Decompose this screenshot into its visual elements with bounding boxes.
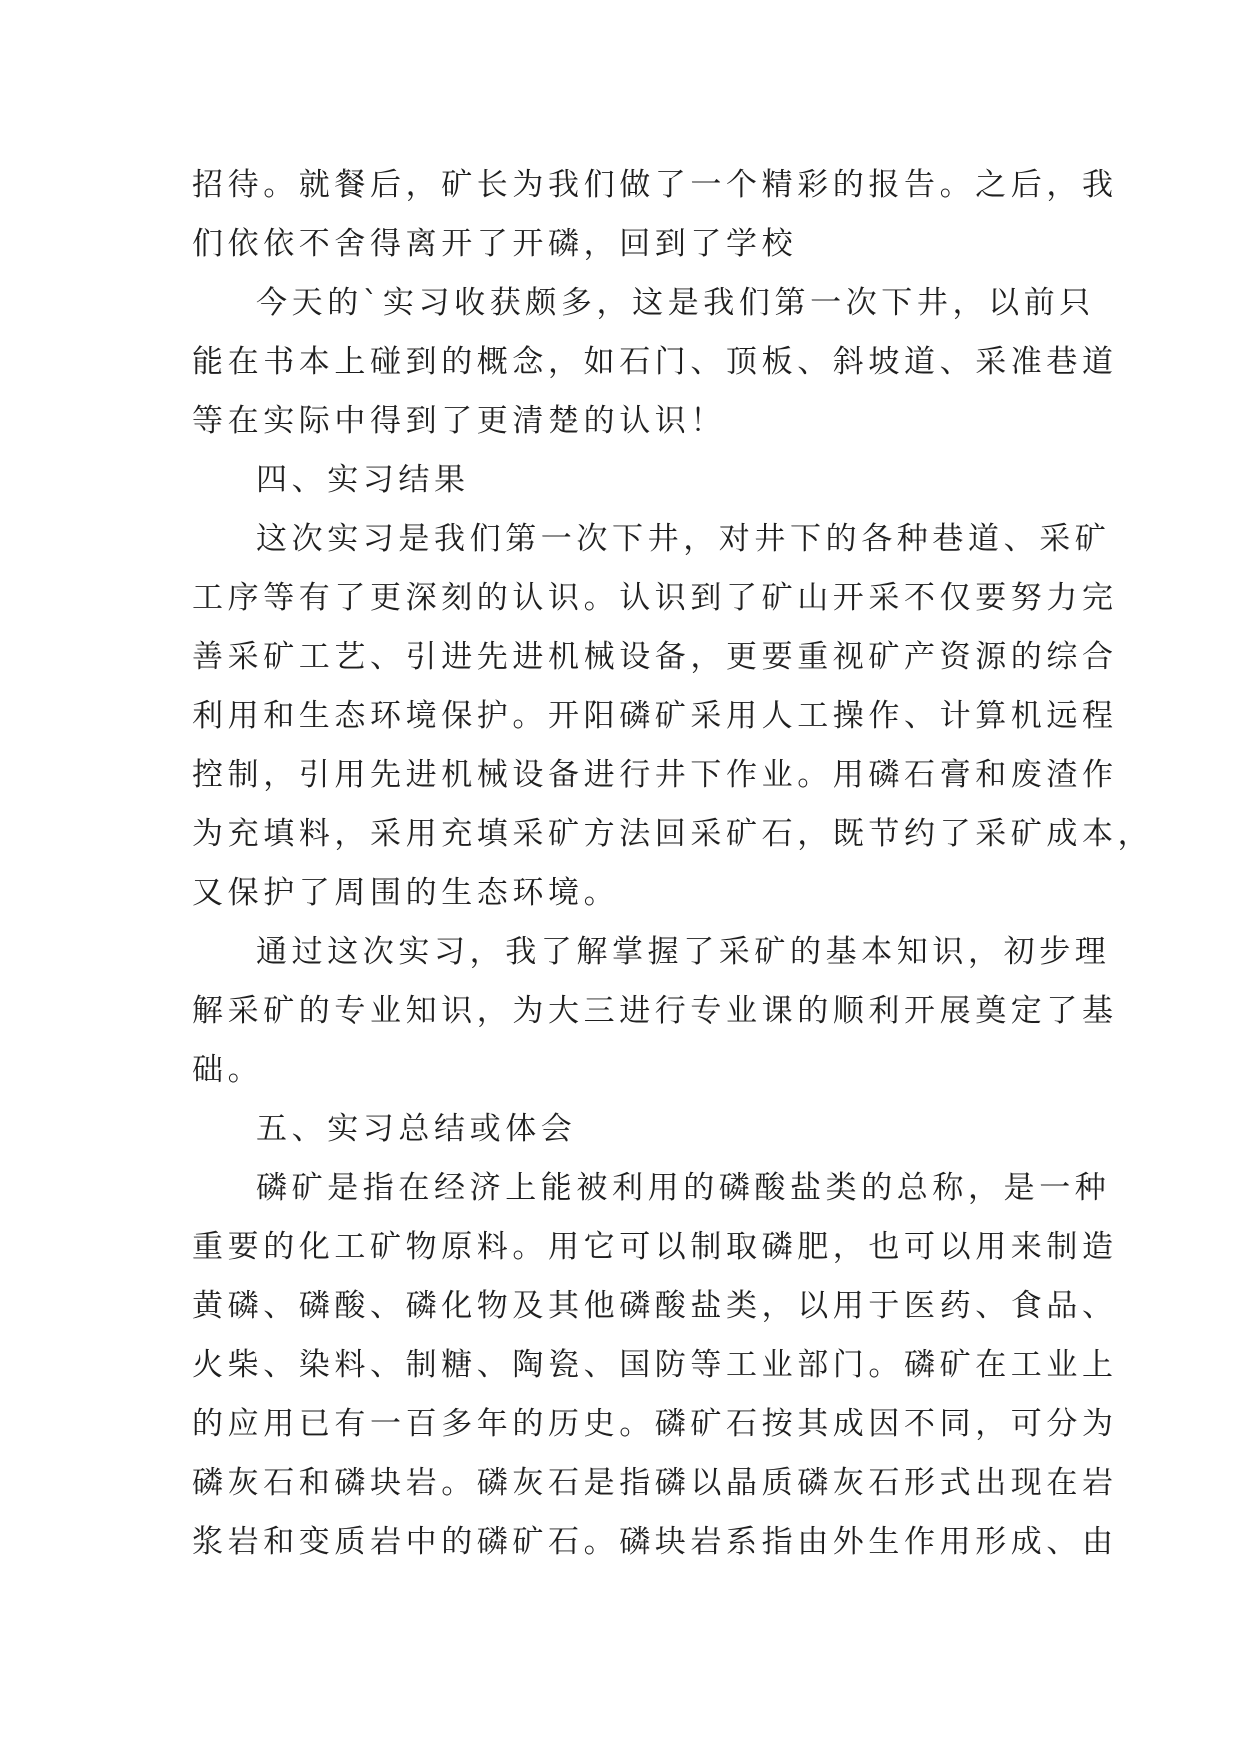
text-line: 为充填料，采用充填采矿方法回采矿石，既节约了采矿成本， bbox=[192, 816, 1154, 852]
text-line: 的应用已有一百多年的历史。磷矿石按其成因不同，可分为 bbox=[192, 1406, 1118, 1442]
paragraph-first-line: 磷矿是指在经济上能被利用的磷酸盐类的总称，是一种 bbox=[256, 1170, 1111, 1206]
text-line: 善采矿工艺、引进先进机械设备，更要重视矿产资源的综合 bbox=[192, 639, 1118, 675]
text-line: 又保护了周围的生态环境。 bbox=[192, 875, 620, 911]
text-line: 磷灰石和磷块岩。磷灰石是指磷以晶质磷灰石形式出现在岩 bbox=[192, 1465, 1118, 1501]
text-line: 能在书本上碰到的概念，如石门、顶板、斜坡道、采准巷道 bbox=[192, 344, 1118, 380]
text-line: 招待。就餐后，矿长为我们做了一个精彩的报告。之后，我 bbox=[192, 167, 1118, 203]
text-line: 们依依不舍得离开了开磷，回到了学校 bbox=[192, 226, 798, 262]
text-line: 火柴、染料、制糖、陶瓷、国防等工业部门。磷矿在工业上 bbox=[192, 1347, 1118, 1383]
text-line: 等在实际中得到了更清楚的认识！ bbox=[192, 403, 726, 439]
paragraph-first-line: 这次实习是我们第一次下井，对井下的各种巷道、采矿 bbox=[256, 521, 1111, 557]
text-line: 控制，引用先进机械设备进行井下作业。用磷石膏和废渣作 bbox=[192, 757, 1118, 793]
section-heading: 四、实习结果 bbox=[256, 462, 470, 498]
text-line: 工序等有了更深刻的认识。认识到了矿山开采不仅要努力完 bbox=[192, 580, 1118, 616]
text-line: 重要的化工矿物原料。用它可以制取磷肥，也可以用来制造 bbox=[192, 1229, 1118, 1265]
paragraph-first-line: 通过这次实习，我了解掌握了采矿的基本知识，初步理 bbox=[256, 934, 1111, 970]
text-line: 利用和生态环境保护。开阳磷矿采用人工操作、计算机远程 bbox=[192, 698, 1118, 734]
text-line: 黄磷、磷酸、磷化物及其他磷酸盐类，以用于医药、食品、 bbox=[192, 1288, 1118, 1324]
section-heading: 五、实习总结或体会 bbox=[256, 1111, 577, 1147]
text-line: 解采矿的专业知识，为大三进行专业课的顺利开展奠定了基 bbox=[192, 993, 1118, 1029]
text-line: 浆岩和变质岩中的磷矿石。磷块岩系指由外生作用形成、由 bbox=[192, 1524, 1118, 1560]
paragraph-first-line: 今天的`实习收获颇多，这是我们第一次下井，以前只 bbox=[256, 285, 1095, 321]
text-line: 础。 bbox=[192, 1052, 264, 1088]
